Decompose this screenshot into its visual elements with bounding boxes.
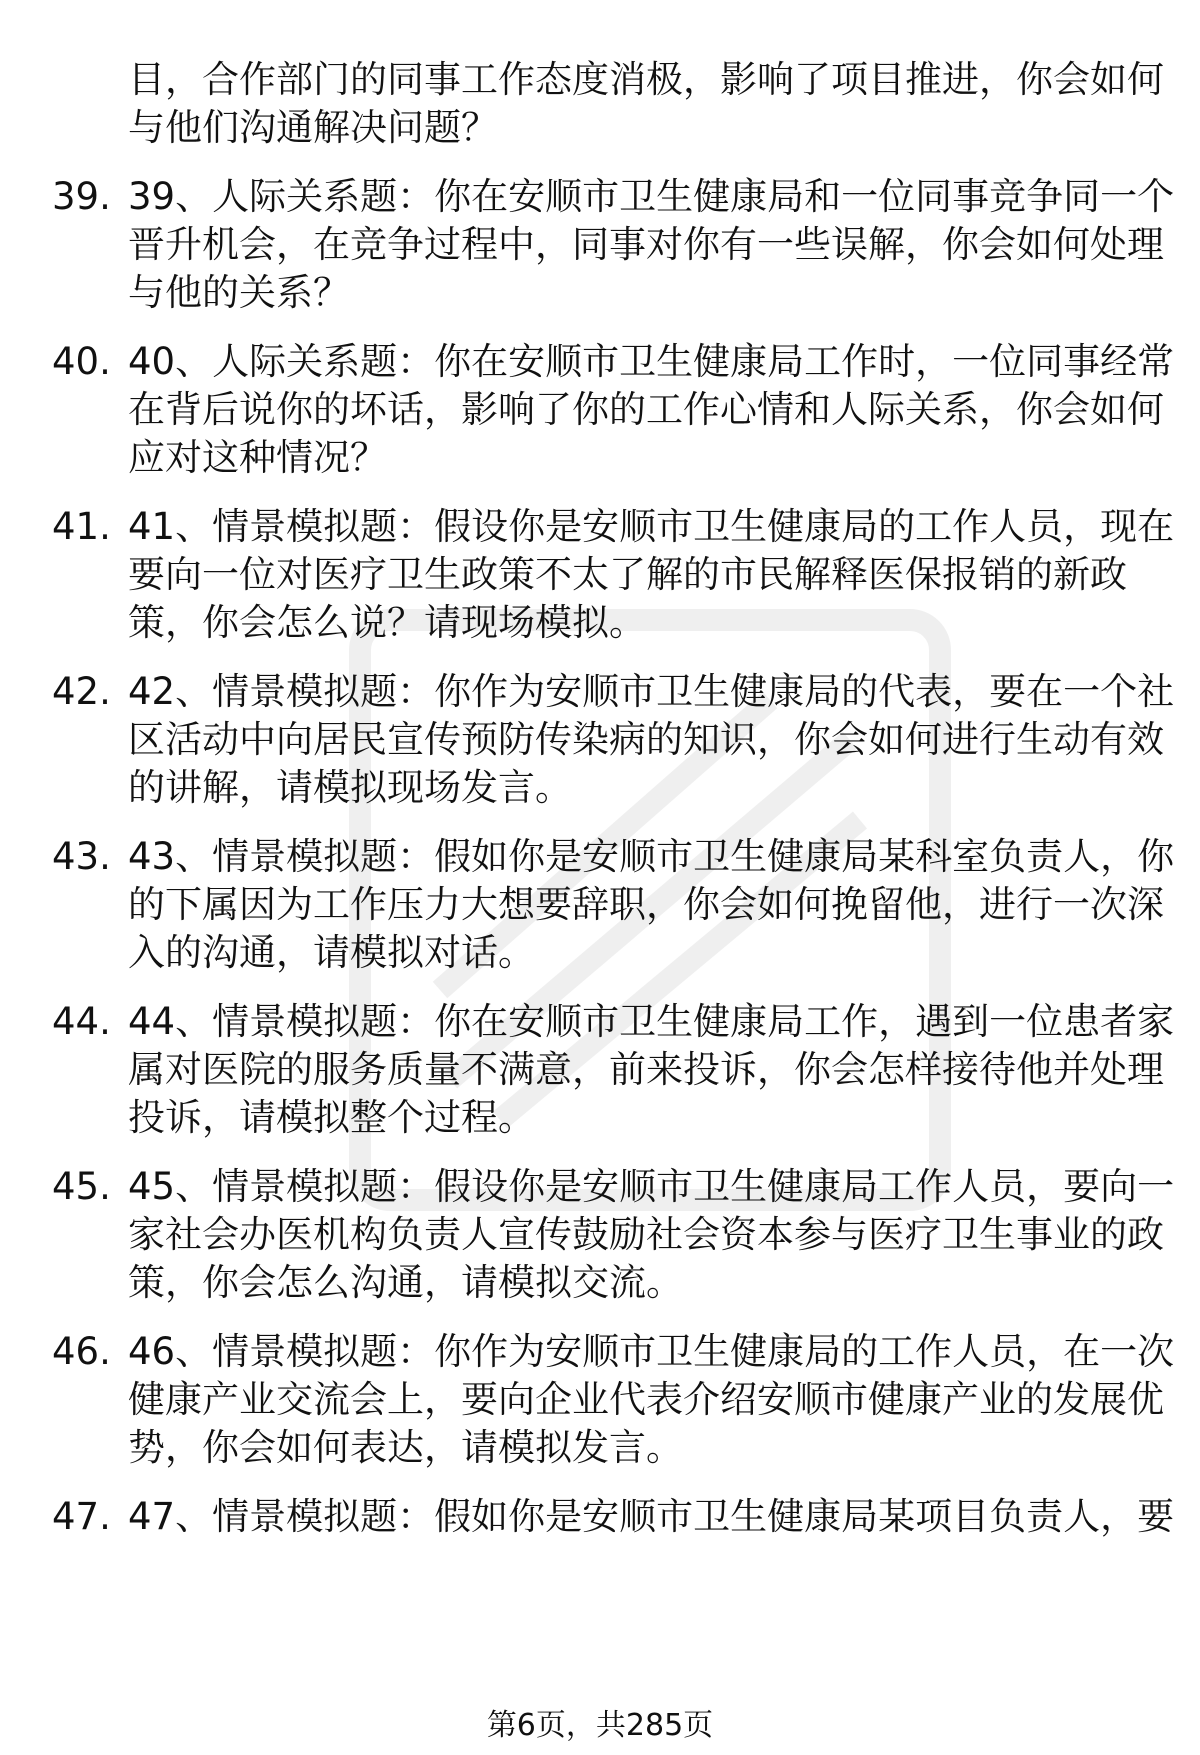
question-text-line: 家社会办医机构负责人宣传鼓励社会资本参与医疗卫生事业的政: [128, 1213, 1164, 1256]
question-text: [128, 173, 1175, 317]
question-text-line: 的讲解，请模拟现场发言。: [128, 766, 572, 809]
question-text-line: 区活动中向居民宣传预防传染病的知识，你会如何进行生动有效: [128, 718, 1164, 761]
question-text-line: 晋升机会，在竞争过程中，同事对你有一些误解，你会如何处理: [128, 223, 1164, 266]
question-text: [128, 56, 1164, 152]
question-number: 47.: [52, 1495, 111, 1538]
question-text-line: 44、情景模拟题：你在安顺市卫生健康局工作，遇到一位患者家: [128, 1000, 1175, 1043]
question-text-line: 策，你会怎么沟通，请模拟交流。: [128, 1261, 683, 1304]
question-text-line: 健康产业交流会上，要向企业代表介绍安顺市健康产业的发展优: [128, 1378, 1164, 1421]
question-text: [128, 1328, 1175, 1472]
question-number: 41.: [52, 505, 111, 548]
question-text: [128, 1163, 1175, 1307]
question-text: [128, 1493, 1175, 1541]
question-number: 40.: [52, 340, 111, 383]
question-text-line: 47、情景模拟题：假如你是安顺市卫生健康局某项目负责人，要: [128, 1495, 1175, 1538]
question-text-line: 39、人际关系题：你在安顺市卫生健康局和一位同事竞争同一个: [128, 175, 1175, 218]
question-text-line: 与他们沟通解决问题？: [128, 106, 498, 149]
question-text-line: 在背后说你的坏话，影响了你的工作心情和人际关系，你会如何: [128, 388, 1164, 431]
question-text-line: 与他的关系？: [128, 271, 350, 314]
question-number: 45.: [52, 1165, 111, 1208]
question-text-line: 属对医院的服务质量不满意，前来投诉，你会怎样接待他并处理: [128, 1048, 1164, 1091]
question-text-line: 40、人际关系题：你在安顺市卫生健康局工作时，一位同事经常: [128, 340, 1175, 383]
question-text-line: 目，合作部门的同事工作态度消极，影响了项目推进，你会如何: [128, 58, 1164, 101]
question-text-line: 势，你会如何表达，请模拟发言。: [128, 1426, 683, 1469]
question-text-line: 应对这种情况？: [128, 436, 387, 479]
question-number: 42.: [52, 670, 111, 713]
question-number: 39.: [52, 175, 111, 218]
question-text: [128, 833, 1175, 977]
question-text-line: 42、情景模拟题：你作为安顺市卫生健康局的代表，要在一个社: [128, 670, 1175, 713]
question-text-line: 策，你会怎么说？请现场模拟。: [128, 601, 646, 644]
question-text-line: 投诉，请模拟整个过程。: [128, 1096, 535, 1139]
question-text: [128, 503, 1175, 647]
question-number: 46.: [52, 1330, 111, 1373]
question-text: [128, 338, 1175, 482]
question-text-line: 43、情景模拟题：假如你是安顺市卫生健康局某科室负责人，你: [128, 835, 1175, 878]
question-text-line: 45、情景模拟题：假设你是安顺市卫生健康局工作人员，要向一: [128, 1165, 1175, 1208]
question-text-line: 41、情景模拟题：假设你是安顺市卫生健康局的工作人员，现在: [128, 505, 1175, 548]
question-text-line: 46、情景模拟题：你作为安顺市卫生健康局的工作人员，在一次: [128, 1330, 1175, 1373]
question-text-line: 入的沟通，请模拟对话。: [128, 931, 535, 974]
question-text-line: 的下属因为工作压力大想要辞职，你会如何挽留他，进行一次深: [128, 883, 1164, 926]
question-text: [128, 998, 1175, 1142]
question-number: 44.: [52, 1000, 111, 1043]
page-footer: 第6页，共285页: [486, 1708, 714, 1743]
question-text-line: 要向一位对医疗卫生政策不太了解的市民解释医保报销的新政: [128, 553, 1127, 596]
question-number: 43.: [52, 835, 111, 878]
question-text: [128, 668, 1175, 812]
